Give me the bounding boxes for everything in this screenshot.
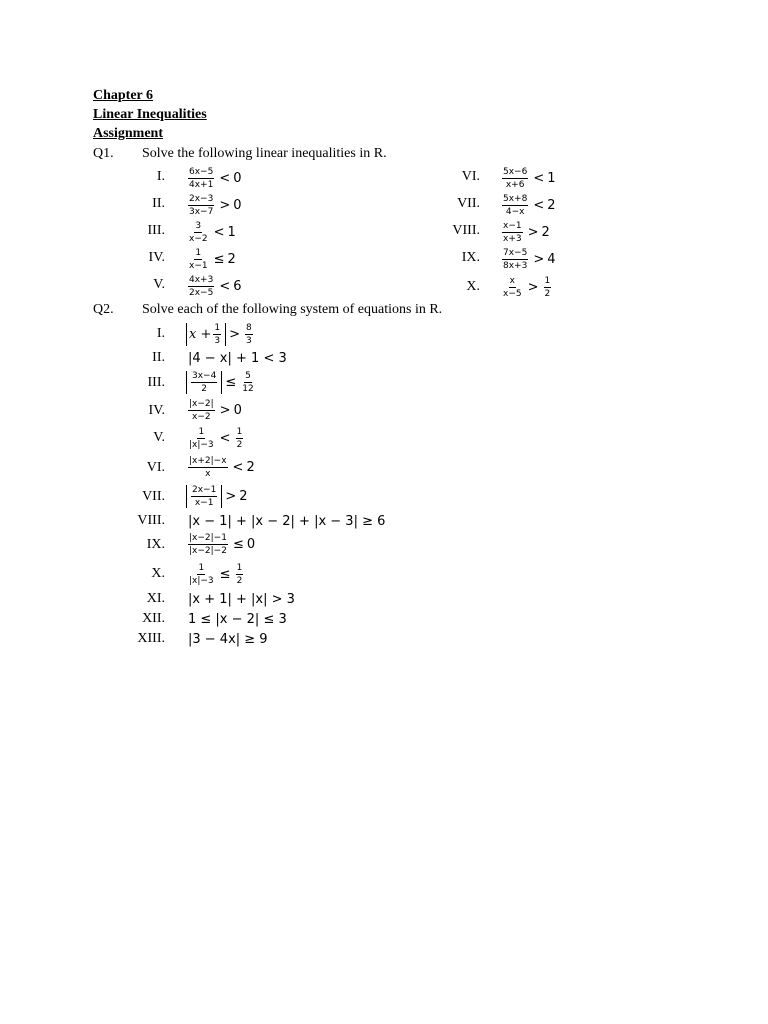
q1-item-number: VI. (461, 169, 480, 184)
q1-item-number: IX. (461, 250, 480, 265)
q2-item-number: IV. (148, 403, 165, 418)
q2-inequality: |x+2|−x x < 2 (189, 455, 255, 479)
fraction: |x−2| x−2 (189, 398, 214, 422)
absolute-value: x + $\frac{1}{3}$ (186, 323, 226, 346)
absolute-value: $\frac{2x-1}{x-1}$ (186, 485, 222, 508)
fraction: 1 2 (544, 275, 551, 299)
q1-inequality: 5x+8 4−x < 2 (503, 193, 556, 217)
fraction: 5x+8 4−x (503, 193, 528, 217)
q1-inequality: $\frac{1}{x-1}$ ≤ 2 (189, 247, 236, 271)
fraction: 7x−5 8x+3 (503, 247, 528, 271)
q2-inequality: $\frac{|x-2|-1}{|x-2|-2}$ ≤ 0 (189, 532, 256, 556)
absolute-value: $\frac{3x-4}{2}$ (186, 371, 222, 394)
q2-inequality: 1 ≤ |x − 2| ≤ 3 (188, 611, 287, 627)
q2-item-number: I. (156, 326, 165, 341)
q1-instruction: Solve the following linear inequalities in R. (142, 146, 387, 161)
q2-item-number: XII. (142, 611, 165, 626)
q1-inequality: 7x−5 8x+3 > 4 (503, 247, 556, 271)
q1-label: Q1. (93, 146, 114, 161)
q2-inequality: $\frac{3x-4}{2}$ ≤ $\frac{5}{12}$ (186, 368, 257, 396)
fraction: 3 x−2 (189, 220, 208, 244)
q1-inequality: x x−5 > 1 2 (503, 275, 551, 299)
q2-item-number: VI. (146, 460, 165, 475)
fraction: 6x−5 4x+1 (189, 166, 214, 190)
q2-inequality: $\frac{1}{|x|-3}$ ≤ $\frac{1}{2}$ (189, 562, 243, 586)
q1-item-number: I. (156, 169, 165, 184)
q2-item-number: VIII. (137, 513, 165, 528)
fraction: 1 2 (236, 426, 243, 450)
q1-item-number: IV. (148, 250, 165, 265)
q2-item-number: XI. (146, 591, 165, 606)
fraction: 1 |x|−3 (189, 426, 214, 450)
q1-item-number: V. (153, 277, 165, 292)
q2-item-number: X. (151, 566, 165, 581)
q2-item-number: VII. (142, 489, 165, 504)
q1-item-number: X. (466, 279, 480, 294)
q2-item-number: XIII. (137, 631, 165, 646)
q2-inequality: |x − 1| + |x − 2| + |x − 3| ≥ 6 (188, 513, 386, 529)
q1-inequality: x−1 x+3 > 2 (503, 220, 550, 244)
fraction: 4x+3 2x−5 (189, 274, 214, 298)
q2-item-number: IX. (146, 537, 165, 552)
fraction: 8 3 (246, 322, 252, 346)
fraction: $\frac{1}{x-1}$ (189, 247, 208, 271)
q2-label: Q2. (93, 302, 114, 317)
q2-inequality: |4 − x| + 1 < 3 (188, 350, 287, 366)
q2-inequality: |3 − 4x| ≥ 9 (188, 631, 268, 647)
q2-instruction: Solve each of the following system of equations in R. (142, 302, 443, 317)
chapter-heading: Chapter 6 (93, 88, 154, 103)
q2-item-number: III. (147, 375, 165, 390)
q2-item-number: II. (152, 350, 165, 365)
q1-inequality: 2x−3 3x−7 > 0 (189, 193, 242, 217)
assignment-heading: Assignment (93, 126, 164, 141)
topic-heading: Linear Inequalities (93, 107, 207, 122)
fraction: $\frac{5}{12}$ (242, 370, 254, 394)
fraction: $\frac{1}{2}$ (236, 562, 243, 586)
q1-inequality: 3 x−2 < 1 (189, 220, 236, 244)
fraction: $\frac{1}{|x|-3}$ (189, 562, 214, 586)
fraction: $\frac{|x-2|-1}{|x-2|-2}$ (189, 532, 227, 556)
q2-inequality: 1 |x|−3 < 1 2 (189, 426, 243, 450)
fraction: 5x−6 x+6 (503, 166, 528, 190)
q1-item-number: III. (147, 223, 165, 238)
q2-inequality: x + $\frac{1}{3}$ > 8 3 (186, 320, 255, 348)
q2-inequality: |x−2| x−2 > 0 (189, 398, 242, 422)
q1-inequality: 4x+3 2x−5 < 6 (189, 274, 242, 298)
q2-inequality: |x + 1| + |x| > 3 (188, 591, 295, 607)
q1-inequality: 5x−6 x+6 < 1 (503, 166, 556, 190)
fraction: 2x−3 3x−7 (189, 193, 214, 217)
fraction: x x−5 (503, 275, 522, 299)
q1-item-number: VII. (457, 196, 480, 211)
q2-item-number: V. (153, 430, 165, 445)
q1-item-number: VIII. (452, 223, 480, 238)
fraction: |x+2|−x x (189, 455, 227, 479)
q1-inequality: 6x−5 4x+1 < 0 (189, 166, 242, 190)
fraction: x−1 x+3 (503, 220, 522, 244)
q1-item-number: II. (152, 196, 165, 211)
q2-inequality: $\frac{2x-1}{x-1}$ > 2 (186, 482, 248, 510)
